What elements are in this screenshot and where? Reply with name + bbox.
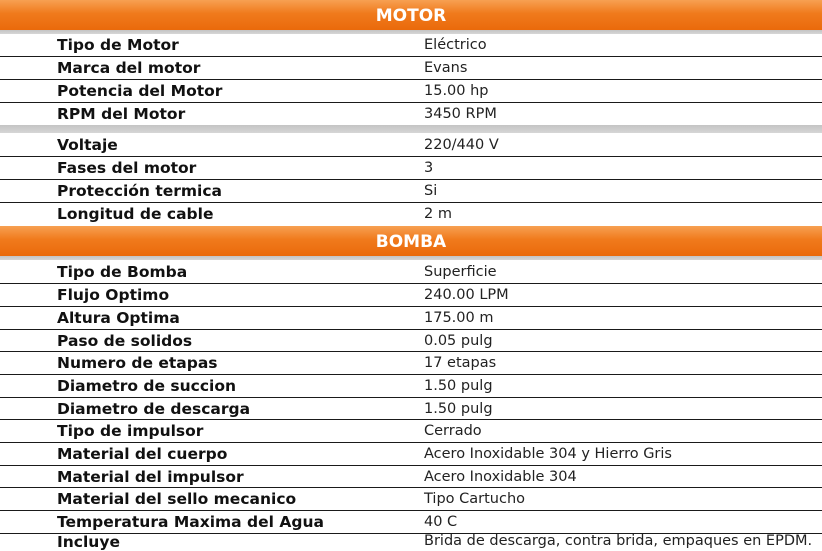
group-separator bbox=[0, 125, 822, 133]
spec-row bbox=[0, 330, 822, 351]
spec-row bbox=[0, 103, 822, 125]
motor-section-header bbox=[0, 0, 822, 30]
spec-row bbox=[0, 443, 822, 465]
spec-value: 15.00 hp bbox=[424, 83, 489, 99]
spec-label: Incluye bbox=[57, 533, 120, 551]
bomba-section-header bbox=[0, 226, 822, 256]
spec-row bbox=[0, 157, 822, 179]
spec-value: 175.00 m bbox=[424, 310, 494, 326]
spec-label: Diametro de succion bbox=[57, 377, 237, 395]
spec-label: Marca del motor bbox=[57, 59, 201, 77]
spec-value: 17 etapas bbox=[424, 355, 497, 371]
spec-value: Evans bbox=[424, 60, 468, 76]
spec-label: Diametro de descarga bbox=[57, 399, 251, 418]
spec-label: Tipo de Bomba bbox=[57, 263, 188, 281]
spec-value: 240.00 LPM bbox=[424, 287, 509, 303]
spec-row bbox=[0, 466, 822, 487]
spec-value: Cerrado bbox=[424, 423, 482, 439]
spec-value: 3 bbox=[424, 160, 434, 176]
spec-row bbox=[0, 420, 822, 442]
spec-value: 220/440 V bbox=[424, 137, 499, 153]
spec-value: 1.50 pulg bbox=[424, 378, 493, 394]
spec-value: Tipo Cartucho bbox=[424, 491, 526, 507]
spec-label: Altura Optima bbox=[57, 309, 180, 327]
spec-row bbox=[0, 134, 822, 156]
spec-row bbox=[0, 352, 822, 374]
spec-label: Numero de etapas bbox=[57, 354, 218, 372]
spec-label: Longitud de cable bbox=[57, 204, 214, 223]
spec-label: Voltaje bbox=[57, 136, 118, 154]
spec-row bbox=[0, 284, 822, 306]
spec-row bbox=[0, 203, 822, 224]
spec-row bbox=[0, 307, 822, 329]
spec-value: 2 m bbox=[424, 205, 452, 222]
spec-label: Tipo de impulsor bbox=[57, 422, 204, 440]
spec-value: 40 C bbox=[424, 514, 458, 530]
bomba-section-title: BOMBA bbox=[375, 232, 447, 252]
spec-value: 3450 RPM bbox=[424, 106, 497, 122]
spec-label: Tipo de Motor bbox=[57, 36, 179, 54]
spec-row bbox=[0, 398, 822, 419]
spec-label: Paso de solidos bbox=[57, 331, 193, 350]
spec-value: Si bbox=[424, 183, 438, 199]
spec-label: Material del impulsor bbox=[57, 467, 244, 486]
spec-row bbox=[0, 180, 822, 202]
spec-value: 0.05 pulg bbox=[424, 332, 493, 349]
spec-row bbox=[0, 80, 822, 102]
section-separator bbox=[0, 256, 822, 260]
spec-value: Eléctrico bbox=[424, 37, 487, 53]
spec-label: Flujo Optimo bbox=[57, 286, 170, 304]
spec-row bbox=[0, 511, 822, 533]
spec-value: 1.50 pulg bbox=[424, 400, 493, 417]
spec-row bbox=[0, 488, 822, 510]
spec-row bbox=[0, 34, 822, 56]
spec-row bbox=[0, 57, 822, 79]
spec-row bbox=[0, 534, 822, 550]
spec-row bbox=[0, 261, 822, 283]
spec-value: Acero Inoxidable 304 bbox=[424, 468, 577, 485]
spec-value: Acero Inoxidable 304 y Hierro Gris bbox=[424, 446, 672, 462]
spec-value: Brida de descarga, contra brida, empaques en EPDM. bbox=[424, 533, 813, 549]
spec-row bbox=[0, 375, 822, 397]
spec-label: Protección termica bbox=[57, 182, 223, 200]
spec-value: Superficie bbox=[424, 264, 497, 280]
motor-section-title: MOTOR bbox=[375, 6, 447, 26]
spec-label: Fases del motor bbox=[57, 159, 197, 177]
spec-label: Potencia del Motor bbox=[57, 82, 223, 100]
spec-label: RPM del Motor bbox=[57, 105, 186, 123]
spec-label: Material del sello mecanico bbox=[57, 490, 297, 508]
spec-label: Material del cuerpo bbox=[57, 445, 228, 463]
spec-label: Temperatura Maxima del Agua bbox=[57, 513, 324, 531]
